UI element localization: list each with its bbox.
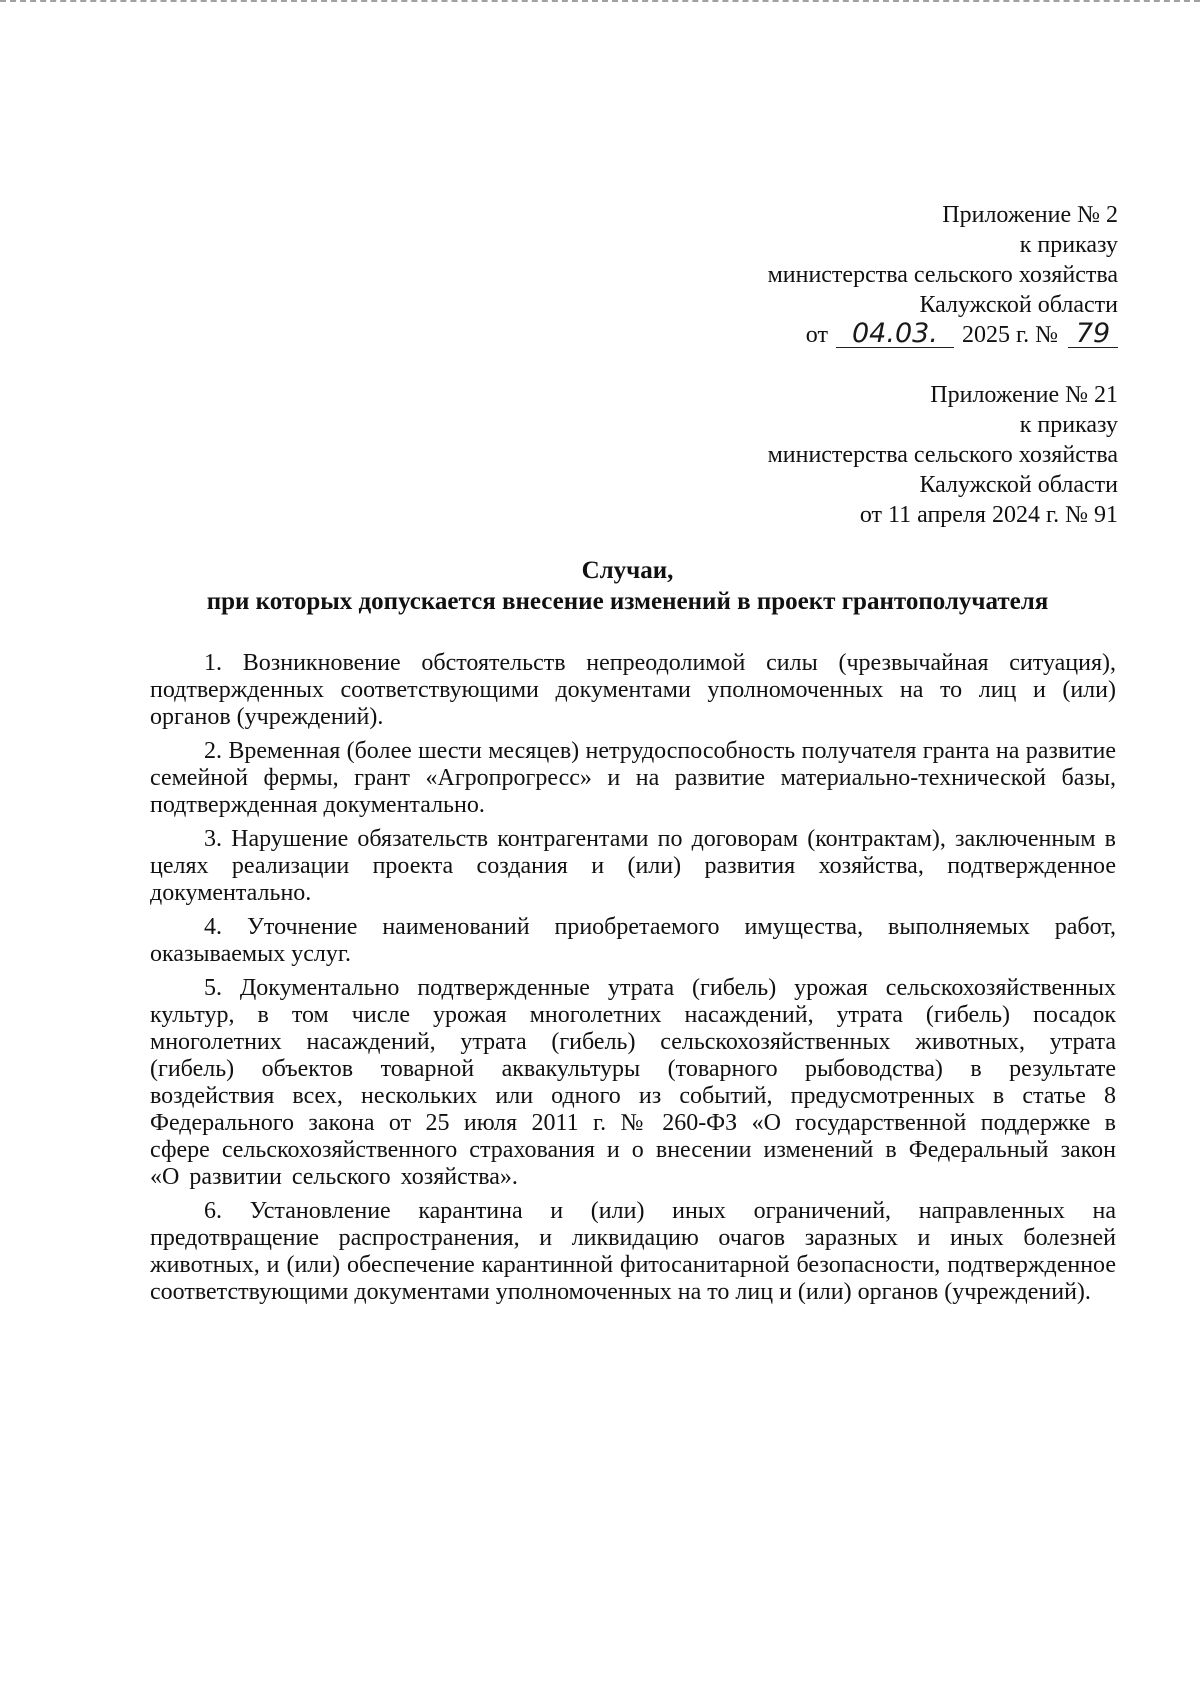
date-suffix: 2025 г. № bbox=[961, 322, 1058, 348]
document-title bbox=[140, 555, 1115, 617]
scan-edge-line bbox=[0, 0, 1200, 5]
to-order-label: к приказу bbox=[1019, 232, 1118, 258]
list-item: 6. Установление карантина и (или) иных ограничений, направленных на предотвращение распространения, и ликвидацию очагов заразных и иных болезней животных, и (или) обеспечение карантинной фитосанитарной безопасности, подтвержденное соответствующими документами уполномоченных на то лиц и (или) органов (учреждений). bbox=[150, 1198, 1116, 1305]
cases-list bbox=[150, 650, 1116, 1313]
prev-appendix-number: Приложение № 21 bbox=[930, 382, 1118, 408]
title-line-2: при которых допускается внесение изменений в проект грантополучателя bbox=[206, 588, 1049, 615]
appendix-header-previous bbox=[768, 380, 1118, 530]
list-item: 3. Нарушение обязательств контрагентами по договорам (контрактам), заключенным в целях реализации проекта создания и (или) развития хозяйства, подтвержденное документально. bbox=[150, 826, 1116, 906]
prev-to-order-label: к приказу bbox=[1019, 412, 1118, 438]
ministry-name: министерства сельского хозяйства bbox=[767, 262, 1118, 288]
prev-ministry-name: министерства сельского хозяйства bbox=[767, 442, 1118, 468]
prev-order-date: от 11 апреля 2024 г. № 91 bbox=[859, 502, 1118, 528]
order-date-line bbox=[768, 320, 1118, 350]
title-line-1: Случаи, bbox=[581, 557, 674, 584]
list-item: 5. Документально подтвержденные утрата (гибель) урожая сельскохозяйственных культур, в том числе урожая многолетних насаждений, утрата (гибель) посадок многолетних насаждений, утрата (гибель) сельскохозяйственных животных, утрата (гибель) объектов товарной аквакультуры (товарного рыбоводства) в результате воздействия всех, нескольких или одного из событий, предусмотренных в статье 8 Федерального закона от 25 июля 2011 г. № 260-ФЗ «О государственной поддержке в сфере сельскохозяйственного страхования и о внесении изменений в Федеральный закон «О развитии сельского хозяйства». bbox=[150, 975, 1116, 1190]
date-prefix: от bbox=[805, 322, 828, 348]
appendix-header-current bbox=[768, 200, 1118, 350]
list-item: 2. Временная (более шести месяцев) нетрудоспособность получателя гранта на развитие семейной фермы, грант «Агропрогресс» и на развитие материально-технической базы, подтвержденная документально. bbox=[150, 738, 1116, 818]
list-item: 1. Возникновение обстоятельств непреодолимой силы (чрезвычайная ситуация), подтвержденных соответствующими документами уполномоченных на то лиц и (или) органов (учреждений). bbox=[150, 650, 1116, 730]
prev-region-name: Калужской области bbox=[919, 472, 1118, 498]
handwritten-date: 04.03. bbox=[836, 321, 954, 348]
handwritten-order-number: 79 bbox=[1068, 321, 1118, 348]
list-item: 4. Уточнение наименований приобретаемого имущества, выполняемых работ, оказываемых услуг. bbox=[150, 914, 1116, 967]
region-name: Калужской области bbox=[919, 292, 1118, 318]
appendix-number: Приложение № 2 bbox=[942, 202, 1118, 228]
